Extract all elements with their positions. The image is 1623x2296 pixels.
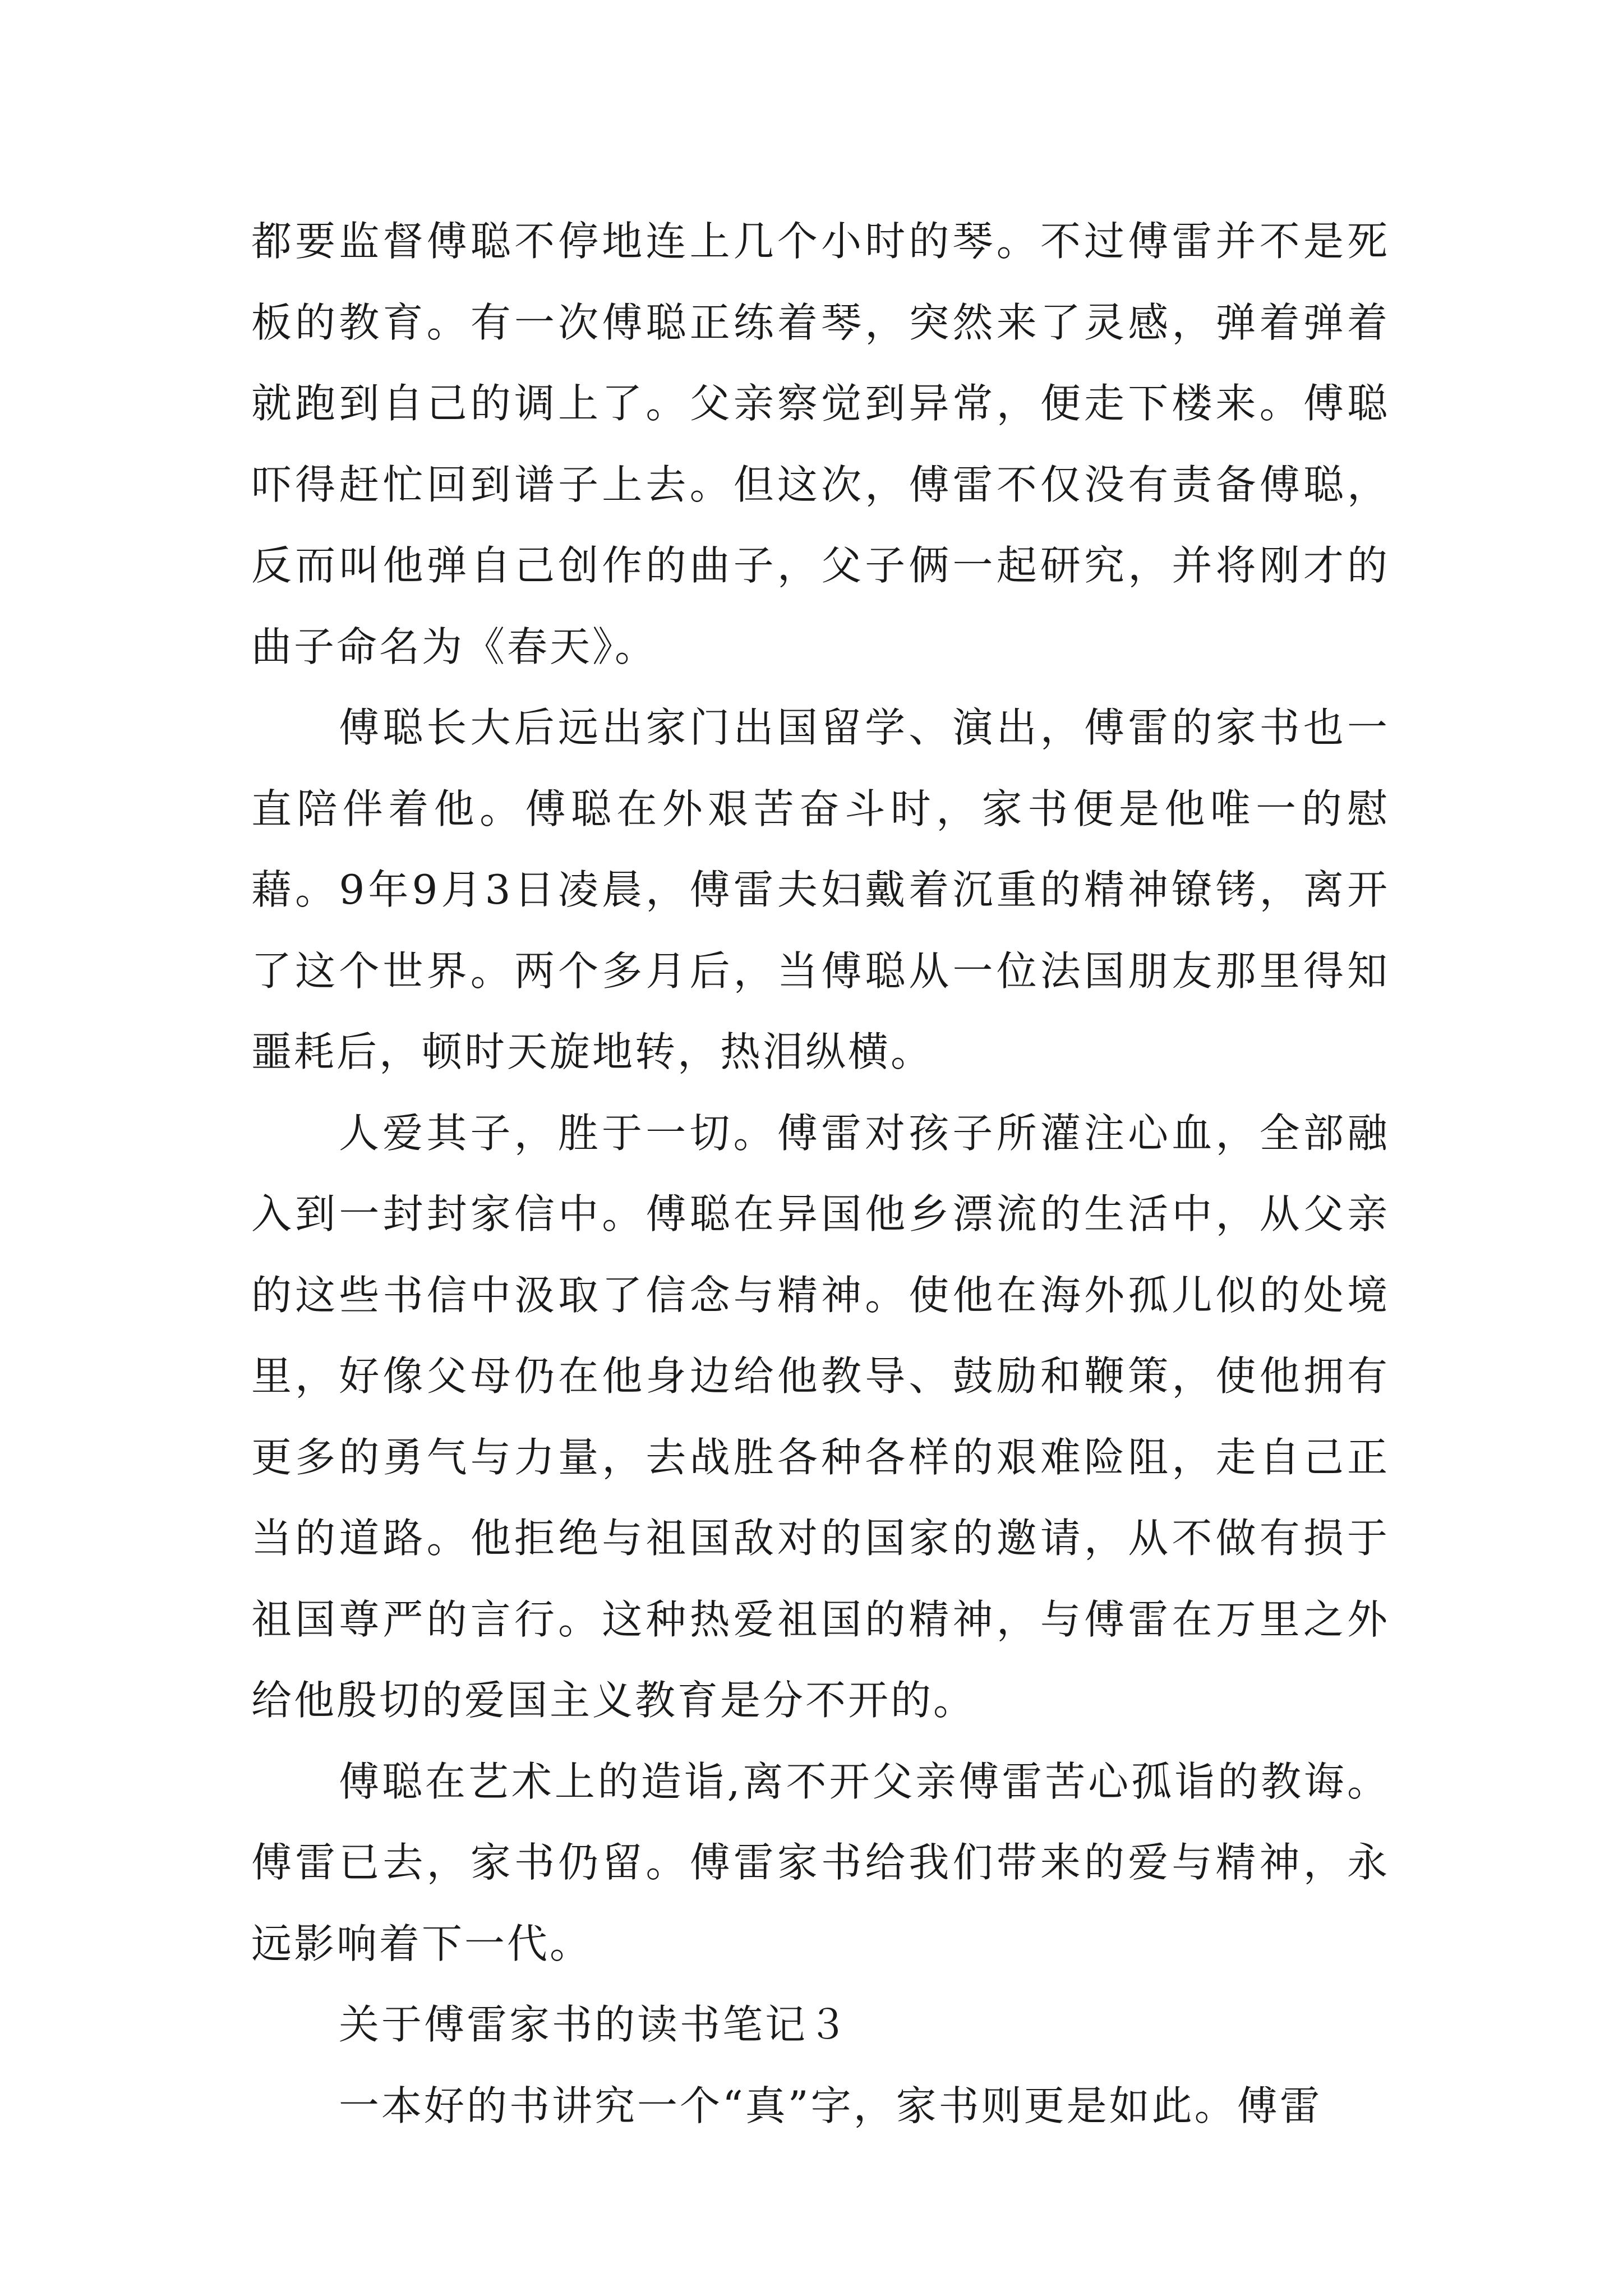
section-heading: 关于傅雷家书的读书笔记３ xyxy=(339,2001,851,2048)
paragraph-closing: 一本好的书讲究一个“真”字，家书则更是如此。傅雷 xyxy=(339,2082,1322,2129)
paragraph-conclusion: 傅聪在艺术上的造诣,离不开父亲傅雷苦心孤诣的教诲。傅雷已去，家书仍留。傅雷家书给我们带来的爱与精神，永远影响着下一代。 xyxy=(251,1757,1390,1967)
paragraph-love-of-son: 人爱其子，胜于一切。傅雷对孩子所灌注心血，全部融入到一封封家信中。傅聪在异国他乡漂流的生活中，从父亲的这些书信中汲取了信念与精神。使他在海外孤儿似的处境里，好像父母仍在他身边给他教导、鼓励和鞭策，使他拥有更多的勇气与力量，去战胜各种各样的艰难险阻，走自己正当的道路。他拒绝与祖国敌对的国家的邀请，从不做有损于祖国尊严的言行。这种热爱祖国的精神，与傅雷在万里之外给他殷切的爱国主义教育是分不开的。 xyxy=(251,1109,1390,1724)
document-body xyxy=(251,201,1390,2146)
paragraph-study-abroad: 傅聪长大后远出家门出国留学、演出，傅雷的家书也一直陪伴着他。傅聪在外艰苦奋斗时，家书便是他唯一的慰藉。9年9月3日凌晨，傅雷夫妇戴着沉重的精神镣铐，离开了这个世界。两个多月后，当傅聪从一位法国朋友那里得知噩耗后，顿时天旋地转，热泪纵横。 xyxy=(251,704,1390,1075)
paragraph-continuation: 都要监督傅聪不停地连上几个小时的琴。不过傅雷并不是死板的教育。有一次傅聪正练着琴，突然来了灵感，弹着弹着就跑到自己的调上了。父亲察觉到异常，便走下楼来。傅聪吓得赶忙回到谱子上去。但这次，傅雷不仅没有责备傅聪，反而叫他弹自己创作的曲子，父子俩一起研究，并将刚才的曲子命名为《春天》。 xyxy=(251,218,1390,670)
